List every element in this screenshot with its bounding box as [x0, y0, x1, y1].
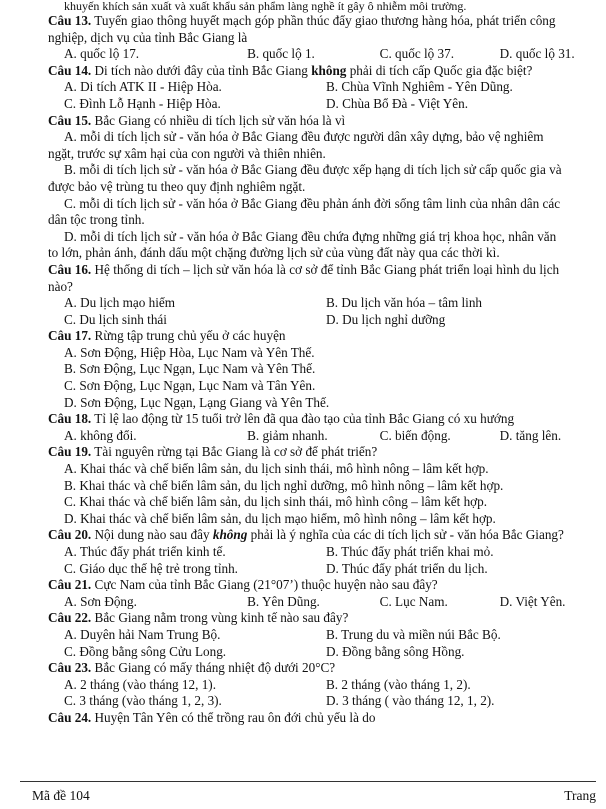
option-d: D. Đồng bằng sông Hồng. — [326, 643, 465, 659]
option-d: D. Chùa Bổ Đà - Việt Yên. — [326, 95, 469, 111]
question-text: Tỉ lệ lao động từ 15 tuổi trở lên đã qua đào tạo của tỉnh Bắc Giang có xu hướng — [94, 411, 515, 427]
option-c: C. 3 tháng (vào tháng 1, 2, 3). — [64, 693, 222, 709]
page-footer — [20, 781, 596, 805]
question-number: Câu 18. — [48, 411, 92, 427]
question-text: Rừng tập trung chủ yếu ở các huyện — [94, 328, 286, 344]
question-number: Câu 15. — [48, 112, 92, 128]
question-22 — [48, 610, 588, 660]
option-c: C. quốc lộ 37. — [379, 46, 455, 62]
question-16 — [48, 262, 588, 328]
question-14 — [48, 63, 588, 113]
question-number: Câu 14. — [48, 62, 92, 78]
question-17 — [48, 328, 588, 411]
option-c: C. Sơn Động, Lục Ngạn, Lục Nam và Tân Yên. — [64, 378, 316, 394]
question-number: Câu 20. — [48, 527, 92, 543]
question-text: Nội dung nào sau đây — [94, 527, 210, 543]
question-text: Tuyến giao thông huyết mạch góp phần thúc đẩy giao thương hàng hóa, phát triển công — [94, 13, 556, 28]
question-number: Câu 21. — [48, 577, 92, 593]
option-a: A. không đổi. — [64, 427, 137, 443]
option-b: B. mỗi di tích lịch sử - văn hóa ở Bắc Giang đều được xếp hạng di tích lịch sử cấp quốc gia và — [64, 162, 562, 178]
option-b-cont: được bảo vệ trùng tu theo quy định nghiêm ngặt. — [48, 178, 306, 194]
question-text: phải là ý nghĩa của các di tích lịch sử - văn hóa Bắc Giang? — [250, 527, 564, 543]
option-a: A. Du lịch mạo hiểm — [64, 295, 175, 311]
option-d: D. tăng lên. — [499, 427, 562, 443]
option-a: A. Khai thác và chế biến lâm sản, du lịch sinh thái, mô hình nông – lâm kết hợp. — [64, 461, 489, 477]
top-fragment: khuyến khích sản xuất và xuất khẩu sản phẩm làng nghề ít gây ô nhiễm môi trường. — [64, 0, 467, 13]
option-a: A. Thúc đẩy phát triển kinh tế. — [64, 544, 226, 559]
option-c: C. Giáo dục thế hệ trẻ trong tỉnh. — [64, 560, 238, 576]
option-d: D. 3 tháng ( vào tháng 12, 1, 2). — [326, 693, 495, 709]
question-text: Tài nguyên rừng tại Bắc Giang là cơ sở để phát triển? — [94, 444, 378, 460]
question-text: Hệ thống di tích – lịch sử văn hóa là cơ sở để tỉnh Bắc Giang phát triển loại hình du lịch — [94, 261, 560, 277]
option-b: B. Chùa Vĩnh Nghiêm - Yên Dũng. — [326, 79, 513, 95]
option-b: B. 2 tháng (vào tháng 1, 2). — [326, 676, 471, 692]
question-number: Câu 23. — [48, 660, 92, 676]
question-number: Câu 13. — [48, 13, 92, 28]
question-24 — [48, 710, 588, 727]
option-c: C. Lục Nam. — [379, 593, 448, 609]
question-number: Câu 17. — [48, 328, 92, 344]
option-a: A. quốc lộ 17. — [64, 46, 140, 62]
option-c: C. Du lịch sinh thái — [64, 311, 167, 327]
question-13 — [48, 13, 588, 63]
emphasis-text: không — [212, 527, 248, 543]
question-20 — [48, 527, 588, 577]
option-d: D. quốc lộ 31. — [499, 46, 575, 62]
question-23 — [48, 660, 588, 710]
option-c: C. Đình Lỗ Hạnh - Hiệp Hòa. — [64, 95, 221, 111]
option-a-cont: ngặt, trước sự xâm hại của con người và thiên nhiên. — [48, 145, 326, 161]
option-c: C. biến động. — [379, 427, 451, 443]
option-d-cont: to lớn, phản ánh, đánh dấu một chặng đường lịch sử của vùng đất này qua các thời kì. — [48, 245, 500, 261]
option-a: A. mỗi di tích lịch sử - văn hóa ở Bắc Giang đều được người dân xây dựng, bảo vệ nghiêm — [64, 129, 544, 145]
option-b: B. quốc lộ 1. — [247, 46, 315, 62]
option-c: C. Khai thác và chế biến lâm sản, du lịch sinh thái, mô hình công – lâm kết hợp. — [64, 494, 488, 510]
exam-code: Mã đề 104 — [32, 788, 90, 803]
option-d: D. mỗi di tích lịch sử - văn hóa ở Bắc Giang đều chứa đựng những giá trị khoa học, nhân văn — [64, 228, 557, 244]
option-a: A. Sơn Động. — [64, 593, 137, 609]
question-number: Câu 16. — [48, 261, 92, 277]
option-a: A. Di tích ATK II - Hiệp Hòa. — [64, 79, 222, 95]
option-b: B. Yên Dũng. — [247, 593, 320, 609]
question-18 — [48, 411, 588, 444]
question-text: nào? — [48, 278, 73, 294]
question-text: Bắc Giang nằm trong vùng kinh tế nào sau đây? — [94, 610, 349, 626]
question-text: phải di tích cấp Quốc gia đặc biệt? — [349, 62, 533, 78]
option-b: B. Du lịch văn hóa – tâm linh — [326, 295, 483, 311]
option-c-cont: dân tộc trong tỉnh. — [48, 212, 145, 228]
option-d: D. Thúc đẩy phát triển du lịch. — [326, 560, 488, 576]
question-text: Di tích nào dưới đây của tỉnh Bắc Giang — [94, 62, 308, 78]
question-text: Cực Nam của tỉnh Bắc Giang (21°07’) thuộc huyện nào sau đây? — [94, 577, 438, 593]
question-text: Huyện Tân Yên có thể trồng rau ôn đới chủ yếu là do — [94, 709, 376, 725]
option-a: A. Duyên hải Nam Trung Bộ. — [64, 626, 221, 642]
question-number: Câu 19. — [48, 444, 92, 460]
option-d: D. Khai thác và chế biến lâm sản, du lịch mạo hiểm, mô hình nông – lâm kết hợp. — [64, 510, 496, 526]
option-b: B. Sơn Động, Lục Ngạn, Lục Nam và Yên Thế. — [64, 361, 316, 377]
option-a: A. Sơn Động, Hiệp Hòa, Lục Nam và Yên Thế. — [64, 344, 315, 360]
question-19 — [48, 444, 588, 527]
option-b: B. Thúc đẩy phát triển khai mỏ. — [326, 544, 494, 559]
page-label: Trang — [564, 788, 596, 803]
question-text: nghiệp, dịch vụ của tỉnh Bắc Giang là — [48, 29, 248, 45]
option-c: C. Đồng bằng sông Cửu Long. — [64, 643, 227, 659]
question-text: Bắc Giang có nhiều di tích lịch sử văn hóa là vì — [94, 112, 346, 128]
emphasis-text: không — [311, 62, 347, 78]
option-d: D. Việt Yên. — [499, 593, 566, 609]
option-a: A. 2 tháng (vào tháng 12, 1). — [64, 676, 216, 692]
question-number: Câu 22. — [48, 610, 92, 626]
question-text: Bắc Giang có mấy tháng nhiệt độ dưới 20°C? — [94, 660, 336, 676]
option-d: D. Sơn Động, Lục Ngạn, Lạng Giang và Yên Thế. — [64, 394, 330, 410]
question-number: Câu 24. — [48, 709, 92, 725]
question-21 — [48, 577, 588, 610]
option-b: B. giảm nhanh. — [247, 427, 328, 443]
option-b: B. Khai thác và chế biến lâm sản, du lịch nghỉ dưỡng, mô hình nông – lâm kết hợp. — [64, 477, 504, 493]
option-c: C. mỗi di tích lịch sử - văn hóa ở Bắc Giang đều phản ánh đời sống tâm linh của nhân dân các — [64, 195, 561, 211]
option-d: D. Du lịch nghỉ dưỡng — [326, 311, 446, 327]
option-b: B. Trung du và miền núi Bắc Bộ. — [326, 626, 501, 642]
question-15 — [48, 113, 588, 262]
